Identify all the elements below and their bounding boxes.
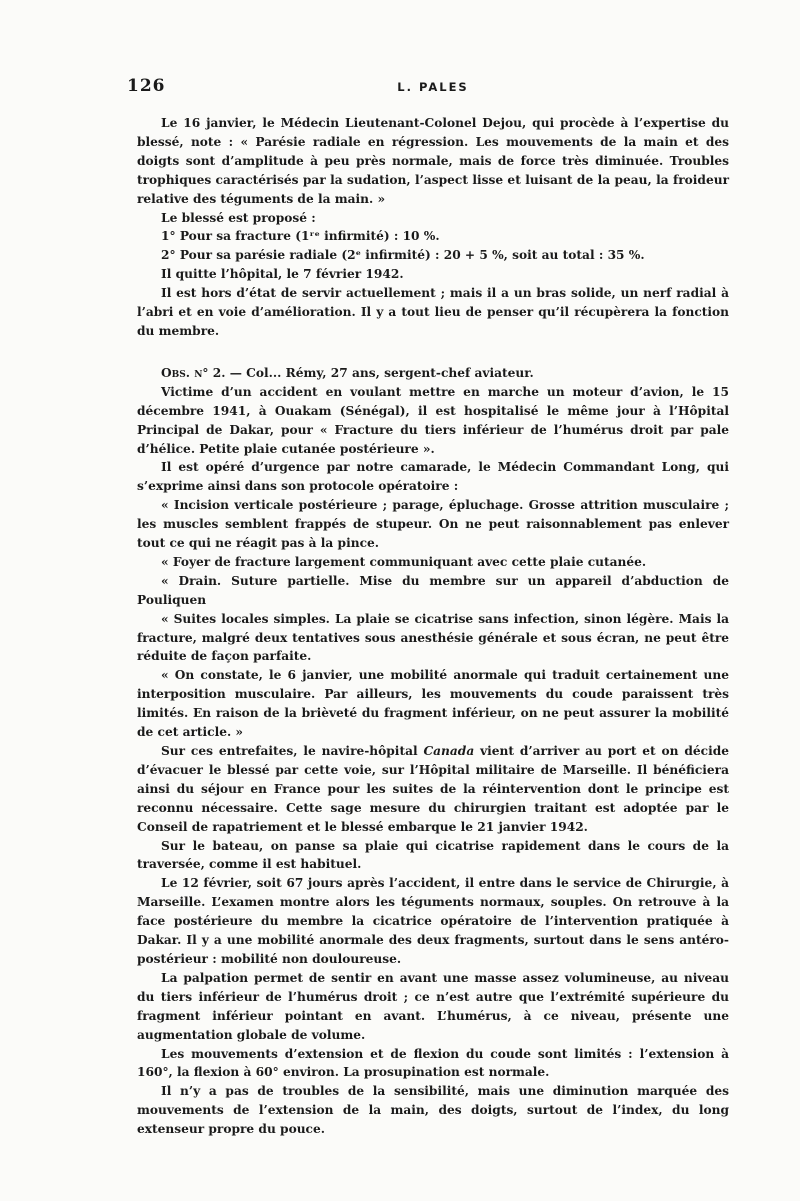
paragraph: « On constate, le 6 janvier, une mobilité anormale qui traduit certainement une interposition musculaire. Par ailleurs, les mouvements du coude paraissent très limités. En raison de la brièveté du fragment inférieur, on ne peut assurer la mobilité de cet article. » [137, 668, 729, 740]
paragraph: « Drain. Suture partielle. Mise du membre sur un appareil d’abduction de Pouliquen [137, 573, 729, 607]
paragraph: Le 12 février, soit 67 jours après l’accident, il entre dans le service de Chirurgie, à Marseille. L’examen montre alors les téguments normaux, souples. On retrouve à la face postérieure du membre la cicatrice opératoire de l’intervention pratiquée à Dakar. Il y a une mobilité anormale des deux fragments, surtout dans le sens antéro-postérieur : mobilité non douloureuse. [137, 876, 729, 966]
ship-name: Canada [423, 744, 475, 758]
paragraph: La palpation permet de sentir en avant une masse assez volumineuse, au niveau du tiers inférieur de l’humérus droit ; ce n’est autre que l’extrémité supérieure du fragment inférieur pointant en avant. L’humérus, à ce niveau, présente une augmentation globale de volume. [137, 970, 729, 1042]
running-head: L. PALES [397, 80, 469, 94]
paragraph: 1° Pour sa fracture (1ʳᵉ infirmité) : 10 %. [161, 229, 440, 244]
observation-heading [137, 364, 729, 383]
paragraph: « Foyer de fracture largement communiquant avec cette plaie cutanée. [161, 554, 647, 569]
paragraph: « Incision verticale postérieure ; parage, épluchage. Grosse attrition musculaire ; les muscles semblent frappés de stupeur. On ne peut raisonnablement pas enlever tout ce qui ne réagit pas à la pince. [137, 498, 729, 551]
canada-before: Sur ces entrefaites, le navire-hôpital [161, 744, 424, 758]
observation-text: — Col... Rémy, 27 ans, sergent-chef aviateur. [225, 365, 534, 380]
paragraph: Sur le bateau, on panse sa plaie qui cicatrise rapidement dans le cours de la traversée, comme il est habituel. [137, 838, 729, 872]
paragraph: Il n’y a pas de troubles de la sensibilité, mais une diminution marquée des mouvements de l’extension de la main, des doigts, surtout de l’index, du long extenseur propre du pouce. [137, 1084, 729, 1137]
paragraph: Les mouvements d’extension et de flexion du coude sont limités : l’extension à 160°, la flexion à 60° environ. La prosupination est normale. [137, 1046, 729, 1080]
document-page [127, 72, 729, 1139]
section-gap [137, 341, 729, 364]
paragraph: « Suites locales simples. La plaie se cicatrise sans infection, sinon légère. Mais la fracture, malgré deux tentatives sous anesthésie générale et sous écran, ne peut être réduite de façon parfaite. [137, 611, 729, 664]
paragraph: Il est opéré d’urgence par notre camarade, le Médecin Commandant Long, qui s’exprime ainsi dans son protocole opératoire : [137, 460, 729, 494]
paragraph: Il quitte l’hôpital, le 7 février 1942. [161, 267, 404, 282]
paragraph-canada [137, 742, 729, 837]
observation-label: Obs. n° 2. [161, 365, 226, 380]
paragraph: Le 16 janvier, le Médecin Lieutenant-Colonel Dejou, qui procède à l’expertise du blessé, note : « Parésie radiale en régression. Les mouvements de la main et des doigts sont d’amplitude à peu près normale, mais de force très diminuée. Troubles trophiques caractérisés par la sudation, l’aspect lisse et luisant de la peau, la froideur relative des téguments de la main. » [137, 116, 729, 206]
canada-after: vient d’arriver au port et on décide d’évacuer le blessé par cette voie, sur l’Hôpital militaire de Marseille. Il bénéficiera ainsi du séjour en France pour les suites de la réintervention dont le principe est reconnu nécessaire. Cette sage mesure du chirurgien traitant est adoptée par le Conseil de rapatriement et le blessé embarque le 21 janvier 1942. [137, 744, 729, 834]
document-body [137, 114, 729, 1139]
page-header [127, 72, 729, 100]
paragraph: Il est hors d’état de servir actuellement ; mais il a un bras solide, un nerf radial à l’abri et en voie d’amélioration. Il y a tout lieu de penser qu’il récupèrera la fonction du membre. [137, 286, 729, 338]
paragraph: Victime d’un accident en voulant mettre en marche un moteur d’avion, le 15 décembre 1941, à Ouakam (Sénégal), il est hospitalisé le même jour à l’Hôpital Principal de Dakar, pour « Fracture du tiers inférieur de l’humérus droit par pale d’hélice. Petite plaie cutanée postérieure ». [137, 384, 729, 456]
paragraph: 2° Pour sa parésie radiale (2ᵉ infirmité) : 20 + 5 %, soit au total : 35 %. [161, 248, 645, 263]
paragraph: Le blessé est proposé : [161, 210, 316, 225]
page-number: 126 [127, 76, 166, 96]
